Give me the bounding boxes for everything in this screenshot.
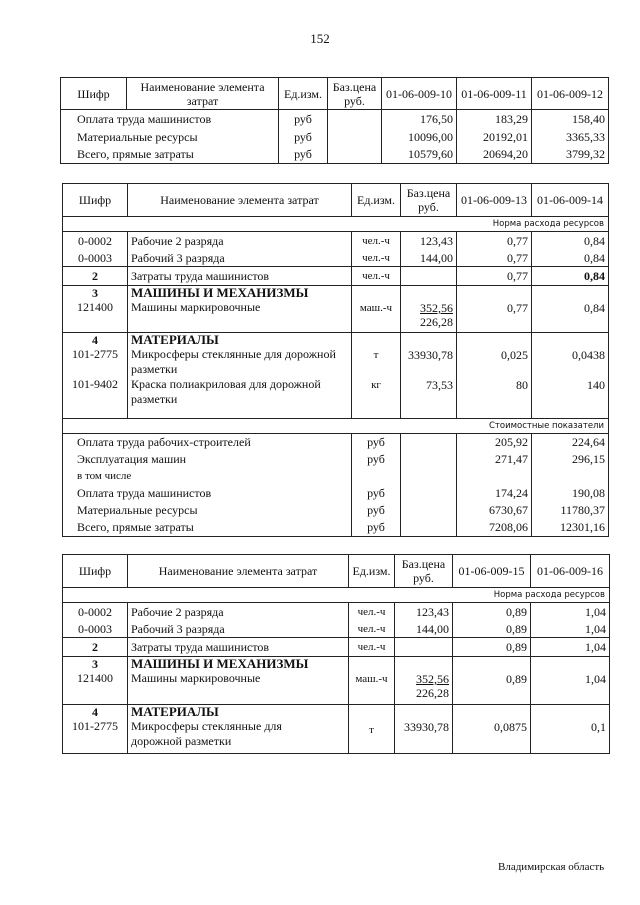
table-row	[63, 267, 609, 286]
header-unit: Ед.изм.	[279, 78, 328, 110]
summary-row	[63, 451, 609, 468]
row-price: 123,43	[401, 232, 457, 250]
row-name: Затраты труда машинистов	[128, 638, 349, 657]
table-header-row	[61, 78, 609, 110]
header-price: Баз.цена руб.	[401, 184, 457, 217]
row-value-11: 183,29	[457, 110, 532, 128]
row-value-14: 0,84	[532, 232, 609, 250]
row-price	[401, 267, 457, 286]
resource-table-15-16	[62, 554, 610, 754]
summary-value-13: 174,24	[457, 484, 532, 502]
summary-value-13: 6730,67	[457, 502, 532, 519]
summary-value-13: 7208,06	[457, 519, 532, 537]
row-value-15: 0,89	[453, 621, 531, 638]
table-row	[61, 146, 609, 164]
row-code: 0-0003	[63, 621, 128, 638]
row-price: 73,53	[426, 378, 453, 392]
summary-value-14: 190,08	[532, 484, 609, 502]
table-row	[63, 638, 610, 657]
row-value-10: 10579,60	[382, 146, 457, 164]
machines-group	[63, 657, 610, 705]
summary-row	[63, 502, 609, 519]
machines-group	[63, 286, 609, 333]
row-value-10: 176,50	[382, 110, 457, 128]
summary-unit: руб	[352, 434, 401, 451]
price-bottom: 226,28	[416, 686, 449, 700]
row-value-14: 0,84	[532, 286, 609, 333]
row-unit: кг	[371, 379, 381, 391]
row-price: 123,43	[395, 603, 453, 621]
row-unit: руб	[279, 110, 328, 128]
row-unit: т	[373, 349, 379, 361]
header-col-10: 01-06-009-10	[382, 78, 457, 110]
table-header-row	[63, 184, 609, 217]
row-name: Машины маркировочные	[131, 300, 261, 314]
header-code: Шифр	[61, 78, 127, 110]
norm-label-row	[63, 588, 610, 603]
row-code: 101-2775	[72, 347, 118, 361]
row-unit: т	[349, 705, 395, 754]
header-col-13: 01-06-009-13	[457, 184, 532, 217]
summary-value-14: 11780,37	[532, 502, 609, 519]
materials-group	[63, 333, 609, 419]
row-price: 33930,78	[408, 348, 453, 362]
row-name: Микросферы стеклянные для дорожной разметки	[131, 347, 336, 376]
row-price	[395, 638, 453, 657]
summary-row	[63, 519, 609, 537]
summary-value-14: 296,15	[532, 451, 609, 468]
summary-value-14: 224,64	[532, 434, 609, 451]
header-price: Баз.цена руб.	[395, 555, 453, 588]
row-name: Рабочий 3 разряда	[128, 621, 349, 638]
row-unit: маш.-ч	[349, 657, 395, 705]
row-value-15: 0,0875	[453, 705, 531, 754]
row-value-14: 0,84	[532, 250, 609, 267]
row-value-13: 80	[516, 378, 528, 392]
group-code: 3	[92, 657, 98, 671]
row-unit: чел.-ч	[349, 621, 395, 638]
row-value-13: 0,77	[457, 267, 532, 286]
header-code: Шифр	[63, 555, 128, 588]
summary-value-14: 12301,16	[532, 519, 609, 537]
header-unit: Ед.изм.	[349, 555, 395, 588]
header-col-12: 01-06-009-12	[532, 78, 609, 110]
row-value-16: 1,04	[531, 638, 610, 657]
table-row	[63, 250, 609, 267]
summary-name: Оплата труда рабочих-строителей	[63, 434, 352, 451]
cost-table-10-12	[60, 77, 609, 164]
group-name: МАШИНЫ И МЕХАНИЗМЫ	[131, 656, 309, 671]
header-code: Шифр	[63, 184, 128, 217]
table-row	[61, 128, 609, 146]
row-name: Рабочие 2 разряда	[128, 232, 352, 250]
summary-unit: руб	[352, 502, 401, 519]
row-value-14: 140	[587, 378, 605, 392]
row-value-13: 0,025	[501, 348, 528, 362]
table-row	[61, 110, 609, 128]
row-value-11: 20694,20	[457, 146, 532, 164]
group-name: МАТЕРИАЛЫ	[131, 704, 219, 719]
table-row	[63, 603, 610, 621]
row-code: 121400	[77, 671, 113, 685]
row-value-16: 0,1	[531, 705, 610, 754]
header-name: Наименование элемента затрат	[128, 555, 349, 588]
group-name: МАТЕРИАЛЫ	[131, 332, 219, 347]
row-value-12: 158,40	[532, 110, 609, 128]
summary-value-13: 271,47	[457, 451, 532, 468]
summary-name: Оплата труда машинистов	[63, 484, 352, 502]
row-name: Затраты труда машинистов	[128, 267, 352, 286]
row-unit: чел.-ч	[352, 232, 401, 250]
table-header-row	[63, 555, 610, 588]
group-code: 4	[92, 333, 98, 347]
summary-name: Материальные ресурсы	[63, 502, 352, 519]
group-name: МАШИНЫ И МЕХАНИЗМЫ	[131, 285, 309, 300]
row-code: 0-0002	[63, 232, 128, 250]
row-name: Микросферы стеклянные для дорожной разметки	[131, 719, 282, 748]
row-value-15: 0,89	[453, 603, 531, 621]
row-price: 144,00	[395, 621, 453, 638]
cost-label-row	[63, 419, 609, 434]
row-name: Материальные ресурсы	[61, 128, 279, 146]
summary-name: Эксплуатация машин	[63, 451, 352, 468]
footer-region: Владимирская область	[498, 861, 605, 873]
norm-label-row	[63, 217, 609, 232]
price-top: 352,56	[420, 301, 453, 315]
row-price: 144,00	[401, 250, 457, 267]
summary-row	[63, 468, 609, 484]
summary-row	[63, 434, 609, 451]
row-name: Рабочий 3 разряда	[128, 250, 352, 267]
summary-row	[63, 484, 609, 502]
page-number: 152	[310, 31, 330, 46]
row-name: Рабочие 2 разряда	[128, 603, 349, 621]
table-row	[63, 621, 610, 638]
row-value-11: 20192,01	[457, 128, 532, 146]
row-value-16: 1,04	[531, 621, 610, 638]
row-unit: чел.-ч	[352, 267, 401, 286]
row-unit: руб	[279, 128, 328, 146]
row-value-15: 0,89	[453, 657, 531, 705]
header-price: Баз.цена руб.	[328, 78, 382, 110]
summary-name: в том числе	[63, 468, 352, 484]
norm-label: Норма расхода ресурсов	[63, 588, 610, 603]
row-value-13: 0,77	[457, 250, 532, 267]
row-value-12: 3799,32	[532, 146, 609, 164]
row-code: 121400	[77, 300, 113, 314]
header-col-15: 01-06-009-15	[453, 555, 531, 588]
summary-unit: руб	[352, 519, 401, 537]
summary-unit: руб	[352, 484, 401, 502]
row-unit: чел.-ч	[352, 250, 401, 267]
summary-value-13: 205,92	[457, 434, 532, 451]
summary-unit: руб	[352, 451, 401, 468]
header-col-14: 01-06-009-14	[532, 184, 609, 217]
group-code: 4	[92, 705, 98, 719]
row-code: 101-2775	[72, 719, 118, 733]
row-value-16: 1,04	[531, 657, 610, 705]
row-code: 2	[63, 267, 128, 286]
table-row	[63, 232, 609, 250]
row-name: Машины маркировочные	[131, 671, 261, 685]
row-unit: маш.-ч	[352, 286, 401, 333]
row-value-14: 0,84	[532, 267, 609, 286]
row-value-10: 10096,00	[382, 128, 457, 146]
header-col-16: 01-06-009-16	[531, 555, 610, 588]
header-name: Наименование элемента затрат	[128, 184, 352, 217]
header-name: Наименование элемента затрат	[127, 78, 279, 110]
row-name: Оплата труда машинистов	[61, 110, 279, 128]
header-col-11: 01-06-009-11	[457, 78, 532, 110]
resource-table-13-14	[62, 183, 609, 537]
row-name: Краска полиакриловая для дорожной разметки	[131, 377, 321, 406]
row-value-16: 1,04	[531, 603, 610, 621]
row-code: 0-0002	[63, 603, 128, 621]
row-value-15: 0,89	[453, 638, 531, 657]
row-unit: чел.-ч	[349, 638, 395, 657]
row-value-14: 0,0438	[572, 348, 605, 362]
materials-group	[63, 705, 610, 754]
price-bottom: 226,28	[420, 315, 453, 329]
summary-name: Всего, прямые затраты	[63, 519, 352, 537]
row-code: 2	[63, 638, 128, 657]
price-top: 352,56	[416, 672, 449, 686]
row-unit: чел.-ч	[349, 603, 395, 621]
group-code: 3	[92, 286, 98, 300]
row-code: 0-0003	[63, 250, 128, 267]
header-unit: Ед.изм.	[352, 184, 401, 217]
cost-label: Стоимостные показатели	[63, 419, 609, 434]
norm-label: Норма расхода ресурсов	[63, 217, 609, 232]
row-value-13: 0,77	[457, 232, 532, 250]
row-unit: руб	[279, 146, 328, 164]
row-price: 33930,78	[395, 705, 453, 754]
row-value-13: 0,77	[457, 286, 532, 333]
row-value-12: 3365,33	[532, 128, 609, 146]
row-name: Всего, прямые затраты	[61, 146, 279, 164]
row-code: 101-9402	[72, 377, 118, 391]
